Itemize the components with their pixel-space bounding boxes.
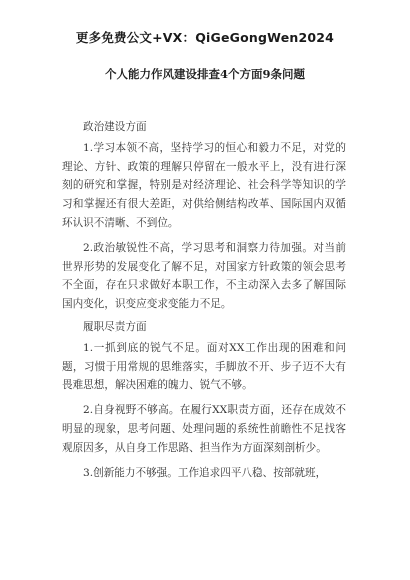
paragraph: 1.学习本领不高，坚持学习的恒心和毅力不足，对党的理论、方针、政策的理解只停留在一般水平上，没有进行深刻的研究和掌握，特别是对经济理论、社会科学等知识的学习和掌握还有很大差距，对供给侧结构改革、国际国内双循环认识不清晰、不到位。 bbox=[62, 141, 346, 229]
document-title: 个人能力作风建设排查4个方面9条问题 bbox=[104, 67, 305, 81]
watermark-header: 更多免费公文+VX：QiGeGongWen2024 bbox=[75, 30, 335, 45]
paragraph: 3.创新能力不够强。工作追求四平八稳、按部就班， bbox=[83, 466, 327, 479]
section-heading-duty: 履职尽责方面 bbox=[83, 320, 147, 333]
paragraph: 2.自身视野不够高。在履行XX职责方面，还存在成效不明显的现象，思考问题、处理问题的系统性前瞻性不足找客观原因多，从自身工作思路、担当作为方面深刻剖析少。 bbox=[62, 404, 346, 454]
paragraph: 1.一抓到底的锐气不足。面对XX工作出现的困难和问题，习惯于用常规的思维落实，手脚放不开、步子迈不大有畏难思想，解决困难的魄力、锐气不够。 bbox=[62, 341, 346, 392]
paragraph: 2.政治敏锐性不高，学习思考和洞察力待加强。对当前世界形势的发展变化了解不足，对国家方针政策的领会思考不全面，存在只求做好本职工作，不主动深入去多了解国际国内变化，识变应变求变能力不足。 bbox=[62, 241, 346, 311]
section-heading-political: 政治建设方面 bbox=[83, 121, 147, 133]
document-body bbox=[62, 118, 346, 488]
